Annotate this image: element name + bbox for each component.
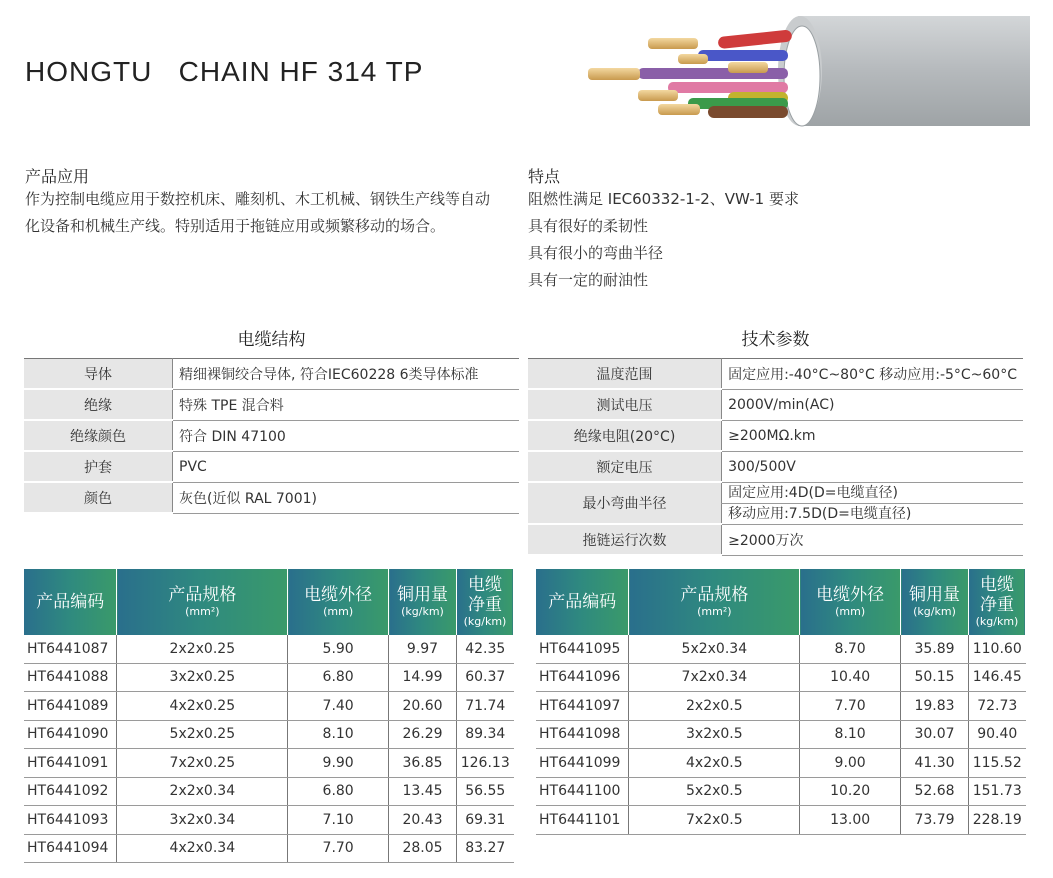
table-row: [24, 389, 519, 420]
feature-item: 具有很小的弯曲半径: [528, 244, 664, 262]
product-od-cell: 6.80: [288, 663, 389, 692]
product-table-right: [536, 569, 1026, 835]
product-code-cell: HT6441087: [24, 635, 117, 663]
product-spec-cell: 3x2x0.5: [629, 720, 800, 749]
product-weight-cell: 110.60: [968, 635, 1025, 663]
product-copper-cell: 26.29: [389, 720, 457, 749]
product-copper-cell: 13.45: [389, 777, 457, 806]
product-copper-cell: 50.15: [901, 663, 969, 692]
structure-key: 绝缘: [24, 389, 173, 420]
product-od-cell: 9.90: [288, 749, 389, 778]
structure-value: 符合 DIN 47100: [173, 420, 520, 451]
product-spec-cell: 2x2x0.25: [117, 635, 288, 663]
product-weight-cell: 146.45: [968, 663, 1025, 692]
product-copper-cell: 20.60: [389, 692, 457, 721]
product-copper-cell: 9.97: [389, 635, 457, 663]
product-code-cell: HT6441096: [536, 663, 629, 692]
product-code-cell: HT6441098: [536, 720, 629, 749]
table-row: [24, 420, 519, 451]
product-od-cell: 8.10: [288, 720, 389, 749]
technical-value: 固定应用:-40°C~80°C 移动应用:-5°C~60°C: [722, 359, 1023, 390]
product-od-cell: 10.20: [800, 777, 901, 806]
features-list: [528, 186, 799, 294]
application-text: 作为控制电缆应用于数控机床、雕刻机、木工机械、钢铁生产线等自动化设备和机械生产线。特别适用于拖链应用或频繁移动的场合。: [25, 190, 491, 235]
table-row: [536, 749, 1026, 778]
header-spec: 产品规格 (mm²): [117, 569, 288, 635]
table-row: [24, 777, 514, 806]
technical-value: 移动应用:7.5D(D=电缆直径): [722, 503, 1023, 524]
header-weight: 电缆 净重 (kg/km): [968, 569, 1025, 635]
product-spec-cell: 2x2x0.5: [629, 692, 800, 721]
product-code-cell: HT6441097: [536, 692, 629, 721]
structure-value: 特殊 TPE 混合料: [173, 389, 520, 420]
technical-value: 固定应用:4D(D=电缆直径): [722, 482, 1023, 503]
product-spec-cell: 7x2x0.34: [629, 663, 800, 692]
product-od-cell: 8.10: [800, 720, 901, 749]
structure-value: PVC: [173, 451, 520, 482]
product-code-cell: HT6441088: [24, 663, 117, 692]
structure-title: 电缆结构: [237, 330, 306, 350]
product-table-left: [24, 569, 514, 863]
product-spec-cell: 5x2x0.25: [117, 720, 288, 749]
header-od: 电缆外径 (mm): [288, 569, 389, 635]
table-row: [536, 692, 1026, 721]
product-od-cell: 8.70: [800, 635, 901, 663]
technical-key: 最小弯曲半径: [528, 482, 722, 524]
technical-value: ≥2000万次: [722, 524, 1023, 555]
product-od-cell: 13.00: [800, 806, 901, 835]
header-code: 产品编码: [24, 569, 117, 635]
product-weight-cell: 56.55: [456, 777, 513, 806]
product-spec-cell: 7x2x0.5: [629, 806, 800, 835]
feature-item: 具有很好的柔韧性: [528, 217, 649, 235]
technical-key: 额定电压: [528, 451, 722, 482]
product-code-cell: HT6441090: [24, 720, 117, 749]
application-heading: 产品应用: [25, 167, 90, 186]
product-copper-cell: 41.30: [901, 749, 969, 778]
table-row: [24, 806, 514, 835]
table-header-row: [24, 569, 514, 635]
product-copper-cell: 14.99: [389, 663, 457, 692]
table-row: [24, 359, 519, 390]
structure-value: 精细裸铜绞合导体, 符合IEC60228 6类导体标准: [173, 359, 520, 390]
product-weight-cell: 90.40: [968, 720, 1025, 749]
product-od-cell: 5.90: [288, 635, 389, 663]
technical-key: 绝缘电阻(20°C): [528, 420, 722, 451]
table-row: [24, 482, 519, 513]
product-rows-right: [536, 635, 1026, 834]
product-weight-cell: 89.34: [456, 720, 513, 749]
table-header-row: [536, 569, 1026, 635]
product-copper-cell: 52.68: [901, 777, 969, 806]
product-od-cell: 7.10: [288, 806, 389, 835]
product-od-cell: 10.40: [800, 663, 901, 692]
product-code-cell: HT6441095: [536, 635, 629, 663]
product-copper-cell: 19.83: [901, 692, 969, 721]
product-od-cell: 9.00: [800, 749, 901, 778]
product-spec-cell: 3x2x0.25: [117, 663, 288, 692]
cable-image: [578, 10, 1030, 138]
structure-table: [24, 358, 519, 514]
product-spec-cell: 4x2x0.5: [629, 749, 800, 778]
product-copper-cell: 20.43: [389, 806, 457, 835]
table-row: [24, 663, 514, 692]
technical-table: [528, 358, 1023, 556]
header-weight: 电缆 净重 (kg/km): [456, 569, 513, 635]
structure-value: 灰色(近似 RAL 7001): [173, 482, 520, 513]
product-code-cell: HT6441089: [24, 692, 117, 721]
product-weight-cell: 42.35: [456, 635, 513, 663]
page-title: HONGTU CHAIN HF 314 TP: [25, 56, 424, 87]
product-rows-left: [24, 635, 514, 863]
structure-key: 导体: [24, 359, 173, 390]
technical-value: ≥200MΩ.km: [722, 420, 1023, 451]
technical-value: 300/500V: [722, 451, 1023, 482]
table-row: [528, 482, 1023, 503]
product-spec-cell: 3x2x0.34: [117, 806, 288, 835]
product-od-cell: 7.70: [800, 692, 901, 721]
product-spec-cell: 7x2x0.25: [117, 749, 288, 778]
product-weight-cell: 71.74: [456, 692, 513, 721]
table-row: [528, 359, 1023, 390]
features-heading: 特点: [528, 167, 561, 186]
product-spec-cell: 4x2x0.25: [117, 692, 288, 721]
product-od-cell: 7.40: [288, 692, 389, 721]
technical-key: 测试电压: [528, 389, 722, 420]
product-code-cell: HT6441093: [24, 806, 117, 835]
table-row: [24, 720, 514, 749]
product-od-cell: 7.70: [288, 834, 389, 863]
product-weight-cell: 115.52: [968, 749, 1025, 778]
feature-item: 具有一定的耐油性: [528, 271, 649, 289]
table-row: [528, 524, 1023, 555]
product-code-cell: HT6441091: [24, 749, 117, 778]
product-od-cell: 6.80: [288, 777, 389, 806]
product-spec-cell: 2x2x0.34: [117, 777, 288, 806]
table-row: [536, 806, 1026, 835]
feature-item: 阻燃性满足 IEC60332-1-2、VW-1 要求: [528, 190, 799, 208]
header-copper: 铜用量 (kg/km): [901, 569, 969, 635]
header-code: 产品编码: [536, 569, 629, 635]
technical-key: 温度范围: [528, 359, 722, 390]
product-copper-cell: 28.05: [389, 834, 457, 863]
product-spec-cell: 5x2x0.34: [629, 635, 800, 663]
table-row: [536, 635, 1026, 663]
table-row: [24, 749, 514, 778]
technical-key: 拖链运行次数: [528, 524, 722, 555]
product-spec-cell: 4x2x0.34: [117, 834, 288, 863]
product-weight-cell: 228.19: [968, 806, 1025, 835]
header-copper: 铜用量 (kg/km): [389, 569, 457, 635]
product-spec-cell: 5x2x0.5: [629, 777, 800, 806]
table-row: [528, 451, 1023, 482]
product-code-cell: HT6441094: [24, 834, 117, 863]
product-code-cell: HT6441101: [536, 806, 629, 835]
structure-key: 颜色: [24, 482, 173, 513]
product-weight-cell: 151.73: [968, 777, 1025, 806]
table-row: [536, 777, 1026, 806]
header-od: 电缆外径 (mm): [800, 569, 901, 635]
table-row: [24, 834, 514, 863]
structure-key: 护套: [24, 451, 173, 482]
table-row: [536, 663, 1026, 692]
product-copper-cell: 35.89: [901, 635, 969, 663]
table-row: [536, 720, 1026, 749]
table-row: [24, 692, 514, 721]
product-weight-cell: 72.73: [968, 692, 1025, 721]
product-copper-cell: 30.07: [901, 720, 969, 749]
product-copper-cell: 36.85: [389, 749, 457, 778]
technical-title: 技术参数: [741, 330, 810, 350]
table-row: [528, 389, 1023, 420]
structure-key: 绝缘颜色: [24, 420, 173, 451]
product-weight-cell: 69.31: [456, 806, 513, 835]
product-weight-cell: 126.13: [456, 749, 513, 778]
product-weight-cell: 83.27: [456, 834, 513, 863]
header-spec: 产品规格 (mm²): [629, 569, 800, 635]
table-row: [24, 635, 514, 663]
table-row: [24, 451, 519, 482]
technical-value: 2000V/min(AC): [722, 389, 1023, 420]
product-code-cell: HT6441100: [536, 777, 629, 806]
table-row: [528, 420, 1023, 451]
product-weight-cell: 60.37: [456, 663, 513, 692]
product-copper-cell: 73.79: [901, 806, 969, 835]
product-code-cell: HT6441092: [24, 777, 117, 806]
product-code-cell: HT6441099: [536, 749, 629, 778]
